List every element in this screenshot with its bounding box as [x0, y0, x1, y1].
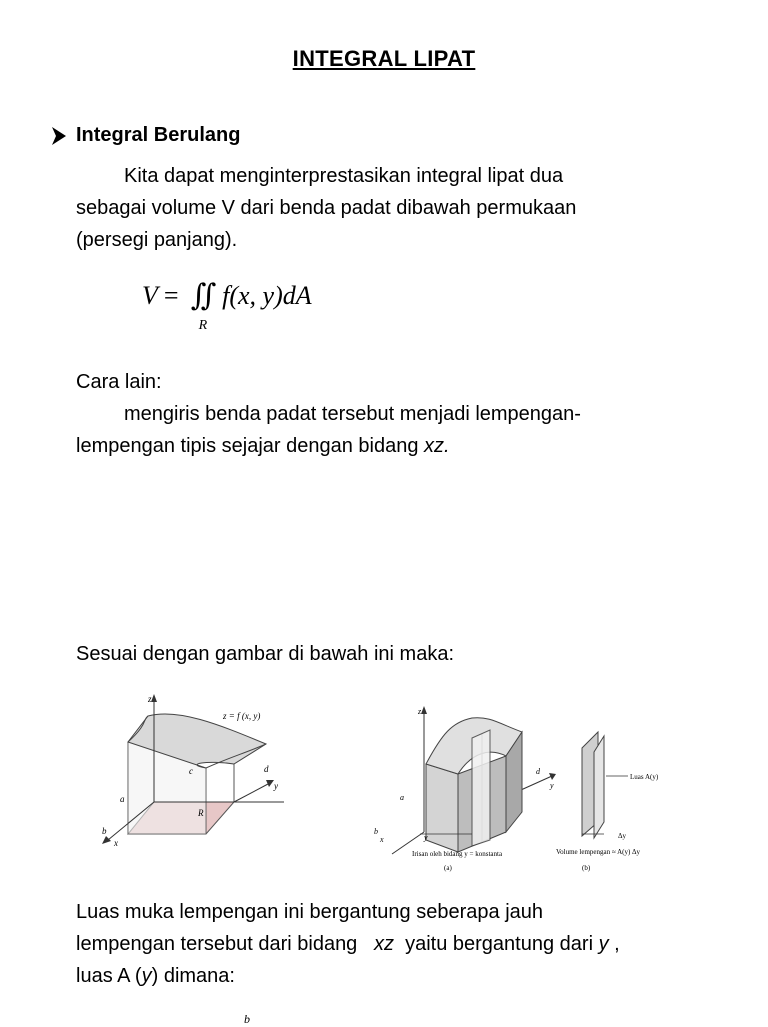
caption-a-index: (a)	[444, 864, 452, 872]
paragraph-2	[76, 366, 581, 462]
next-formula-upper-limit: b	[244, 1012, 250, 1026]
formula-lhs: V	[142, 280, 158, 310]
label-z: z	[148, 694, 152, 704]
figure-left-solid-under-surface	[88, 694, 300, 858]
paragraph-2-line-3	[76, 430, 581, 462]
volume-formula	[142, 278, 312, 333]
paragraph-4-line-1: Luas muka lempengan ini bergantung seberapa jauh	[76, 901, 544, 923]
paragraph-1-line-1: Kita dapat menginterprestasikan integral lipat dua	[124, 165, 564, 187]
paragraph-4-line-3	[76, 960, 620, 992]
paragraph-4-line-3-pre: luas A (	[76, 965, 142, 987]
label-y: y	[550, 781, 554, 790]
figure-right-slices	[372, 704, 672, 876]
label-c: c	[189, 766, 193, 776]
label-luas: Luas A(y)	[630, 773, 659, 781]
paragraph-4-line-2-mid: yaitu bergantung dari	[393, 933, 599, 955]
label-y-marker: y	[424, 833, 428, 842]
paragraph-4-line-2-post: ,	[608, 933, 620, 955]
double-integral-sign: ∬	[190, 279, 209, 312]
label-y: y	[274, 781, 278, 791]
paragraph-1-line-2: sebagai volume V dari benda padat dibawah permukaan	[76, 197, 577, 219]
slice-plane	[472, 730, 490, 846]
formula-integrand: f(x, y)dA	[222, 280, 312, 310]
plane-xz-label: xz.	[424, 435, 450, 457]
paragraph-1	[76, 160, 576, 256]
label-surface: z = f (x, y)	[223, 711, 261, 721]
formula-equals: =	[163, 280, 179, 310]
label-dy: Δy	[618, 832, 627, 840]
variable-y: y	[598, 933, 609, 955]
paragraph-4	[76, 896, 620, 992]
section-heading-row	[50, 124, 240, 147]
caption-b-index: (b)	[582, 864, 591, 872]
paragraph-3	[76, 638, 454, 670]
paragraph-1-line-3: (persegi panjang).	[76, 229, 238, 251]
label-z: z	[418, 707, 422, 716]
label-x: x	[114, 838, 118, 848]
paragraph-2-line-1: Cara lain:	[76, 371, 162, 393]
variable-y-2: y	[141, 965, 152, 987]
plane-xz-label-2: xz	[373, 933, 394, 955]
paragraph-2-line-2: mengiris benda padat tersebut menjadi lempengan-	[124, 403, 581, 425]
arrow-bullet-icon	[50, 125, 68, 147]
label-a: a	[400, 793, 404, 802]
label-d: d	[264, 764, 269, 774]
paragraph-2-line-3-text: lempengan tipis sejajar dengan bidang	[76, 435, 425, 457]
solid-left-face	[426, 764, 458, 852]
paragraph-3-line-1: Sesuai dengan gambar di bawah ini maka:	[76, 643, 455, 665]
double-integral	[190, 278, 209, 333]
caption-a: Irisan oleh bidang y = konstanta	[412, 850, 503, 858]
integral-region: R	[198, 318, 208, 333]
label-b: b	[374, 827, 378, 836]
paragraph-4-line-3-post: ) dimana:	[151, 965, 235, 987]
slab-face	[594, 736, 604, 838]
paragraph-4-line-2-pre: lempengan tersebut dari bidang	[76, 933, 374, 955]
label-b: b	[102, 826, 107, 836]
label-d: d	[536, 767, 540, 776]
section-heading: Integral Berulang	[76, 124, 241, 146]
paragraph-4-line-2	[76, 928, 620, 960]
label-x: x	[380, 835, 384, 844]
label-r: R	[198, 808, 204, 818]
page-title: INTEGRAL LIPAT	[292, 46, 476, 71]
label-a: a	[120, 794, 125, 804]
caption-b: Volume lempengan ≈ A(y) Δy	[556, 848, 641, 856]
